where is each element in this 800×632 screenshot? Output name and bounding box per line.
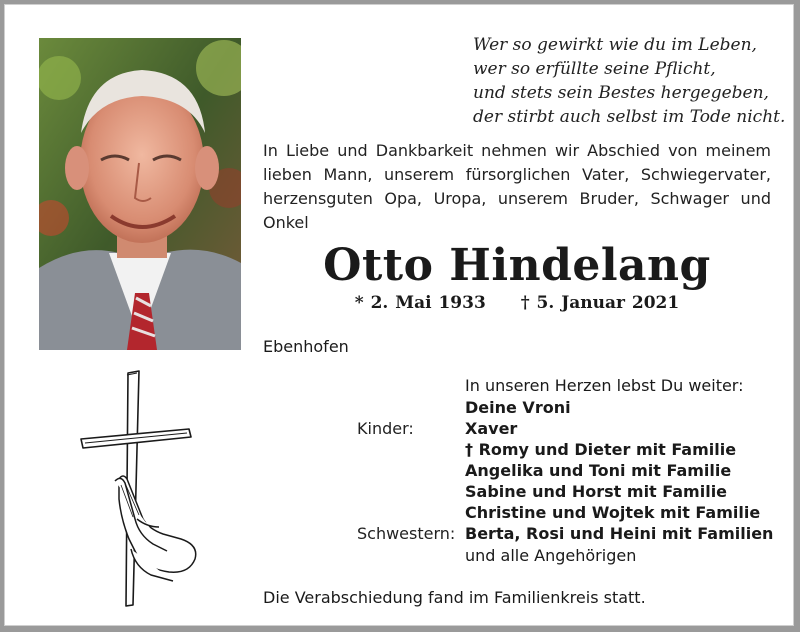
poem-line: Wer so gewirkt wie du im Leben, xyxy=(473,35,757,55)
farewell-text: In Liebe und Dankbarkeit nehmen wir Abschied von meinem lieben Mann, unserem fürsorglichen Vater, Schwiegervater, herzensguten Opa, Uropa, unserem Bruder, Schwager und Onkel xyxy=(263,141,771,232)
survivors-intro: In unseren Herzen lebst Du weiter: xyxy=(465,376,744,395)
list-item xyxy=(357,460,787,481)
survivor-names: Xaver xyxy=(465,419,518,438)
poem-line: der stirbt auch selbst im Tode nicht. xyxy=(473,107,786,127)
survivor-names: Christine und Wojtek mit Familie xyxy=(465,503,761,522)
funeral-note: Die Verabschiedung fand im Familienkreis statt. xyxy=(263,588,646,607)
survivors-closing: und alle Angehörigen xyxy=(465,546,637,565)
birth-date: * 2. Mai 1933 xyxy=(354,293,486,313)
survivor-names: Deine Vroni xyxy=(465,398,571,417)
survivor-names: † Romy und Dieter mit Familie xyxy=(465,440,737,459)
memorial-poem xyxy=(473,33,786,129)
list-item xyxy=(357,418,787,439)
list-item xyxy=(357,481,787,502)
portrait-photo xyxy=(39,38,241,350)
poem-line: und stets sein Bestes hergegeben, xyxy=(473,83,769,103)
survivor-names: Berta, Rosi und Heini mit Familien xyxy=(465,524,774,543)
life-dates xyxy=(263,291,771,315)
survivors-list xyxy=(357,397,787,544)
death-date: † 5. Januar 2021 xyxy=(520,293,680,313)
deceased-name: Otto Hindelang xyxy=(323,240,711,291)
list-item xyxy=(357,502,787,523)
cross-with-praying-hands-icon xyxy=(77,369,207,609)
survivor-names: Angelika und Toni mit Familie xyxy=(465,461,732,480)
list-item xyxy=(357,439,787,460)
survivor-names: Sabine und Horst mit Familie xyxy=(465,482,728,501)
poem-line: wer so erfüllte seine Pflicht, xyxy=(473,59,716,79)
list-item xyxy=(357,523,787,544)
relation-label: Kinder: xyxy=(357,419,414,438)
relation-label: Schwestern: xyxy=(357,524,456,543)
hometown: Ebenhofen xyxy=(263,337,349,356)
obituary-card xyxy=(4,4,794,626)
list-item xyxy=(357,397,787,418)
